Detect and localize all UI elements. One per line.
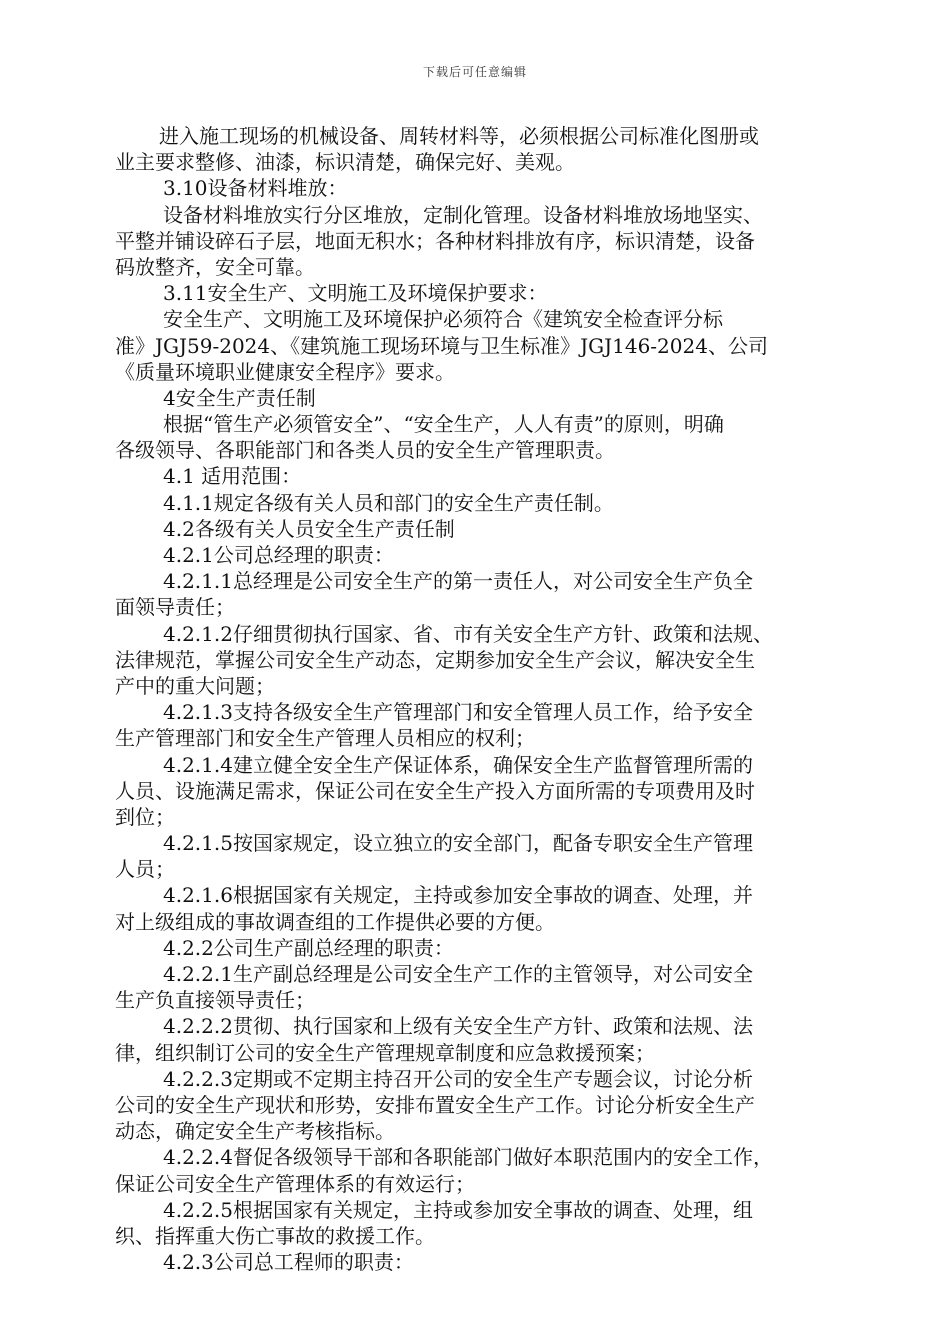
text-line: 平整并铺设碎石子层，地面无积水；各种材料排放有序，标识清楚，设备 bbox=[115, 228, 755, 253]
text-line: 人员、设施满足需求，保证公司在安全生产投入方面所需的专项费用及时 bbox=[115, 778, 755, 803]
text-line: 4.2.1.4建立健全安全生产保证体系，确保安全生产监督管理所需的 bbox=[163, 752, 753, 777]
text-line: 4.2.2.2贯彻、执行国家和上级有关安全生产方针、政策和法规、法 bbox=[163, 1014, 753, 1039]
text-line: 各级领导、各职能部门和各类人员的安全生产管理职责。 bbox=[115, 438, 615, 463]
text-line: 人员； bbox=[115, 857, 175, 882]
text-line: 律，组织制订公司的安全生产管理规章制度和应急救援预案； bbox=[115, 1040, 655, 1065]
text-line: 4.2.1公司总经理的职责： bbox=[163, 543, 394, 567]
text-line: 生产负直接领导责任； bbox=[115, 988, 315, 1013]
text-line: 《质量环境职业健康安全程序》要求。 bbox=[115, 359, 455, 384]
text-line: 4.2.1.3支持各级安全生产管理部门和安全管理人员工作，给予安全 bbox=[163, 700, 753, 725]
text-line: 4.2.1.2仔细贯彻执行国家、省、市有关安全生产方针、政策和法规、 bbox=[163, 621, 773, 646]
text-line: 业主要求整修、油漆，标识清楚，确保完好、美观。 bbox=[115, 150, 575, 175]
text-line: 产中的重大问题； bbox=[115, 673, 275, 698]
document-body bbox=[115, 123, 840, 1275]
text-line: 设备材料堆放实行分区堆放，定制化管理。设备材料堆放场地坚实、 bbox=[163, 202, 763, 227]
text-line: 法律规范，掌握公司安全生产动态，定期参加安全生产会议，解决安全生 bbox=[115, 647, 755, 672]
text-line: 进入施工现场的机械设备、周转材料等，必须根据公司标准化图册或 bbox=[159, 124, 759, 148]
text-line: 4安全生产责任制 bbox=[163, 385, 316, 410]
text-line: 4.2.2.5根据国家有关规定，主持或参加安全事故的调查、处理，组 bbox=[163, 1197, 753, 1222]
text-line: 动态，确定安全生产考核指标。 bbox=[115, 1119, 395, 1144]
text-line: 面领导责任； bbox=[115, 595, 235, 620]
text-line: 4.2.2公司生产副总经理的职责： bbox=[163, 935, 454, 960]
text-line: 4.2.2.4督促各级领导干部和各职能部门做好本职范围内的安全工作， bbox=[163, 1145, 773, 1170]
text-line: 准》JGJ59-2024、《建筑施工现场环境与卫生标准》JGJ146-2024、公司 bbox=[115, 333, 768, 358]
text-line: 保证公司安全生产管理体系的有效运行； bbox=[115, 1171, 475, 1196]
text-line: 4.2.2.3定期或不定期主持召开公司的安全生产专题会议，讨论分析 bbox=[163, 1066, 753, 1091]
text-line: 4.1.1规定各级有关人员和部门的安全生产责任制。 bbox=[163, 490, 614, 515]
text-line: 3.11安全生产、文明施工及环境保护要求： bbox=[163, 281, 548, 306]
text-line: 到位； bbox=[115, 804, 175, 829]
text-line: 4.1 适用范围： bbox=[163, 464, 302, 489]
text-line: 4.2各级有关人员安全生产责任制 bbox=[163, 516, 455, 541]
text-line: 织、指挥重大伤亡事故的救援工作。 bbox=[115, 1223, 435, 1248]
page-header: 下载后可任意编辑 bbox=[422, 65, 527, 79]
text-line: 4.2.1.1总经理是公司安全生产的第一责任人，对公司安全生产负全 bbox=[163, 569, 753, 594]
text-line: 4.2.3公司总工程师的职责： bbox=[163, 1250, 414, 1275]
text-line: 公司的安全生产现状和形势，安排布置安全生产工作。讨论分析安全生产 bbox=[115, 1092, 755, 1117]
text-line: 对上级组成的事故调查组的工作提供必要的方便。 bbox=[115, 909, 555, 934]
text-line: 4.2.1.6根据国家有关规定，主持或参加安全事故的调查、处理，并 bbox=[163, 883, 753, 908]
text-line: 根据“管生产必须管安全”、“安全生产，人人有责”的原则，明确 bbox=[163, 412, 724, 437]
text-line: 4.2.1.5按国家规定，设立独立的安全部门，配备专职安全生产管理 bbox=[163, 831, 753, 856]
text-line: 安全生产、文明施工及环境保护必须符合《建筑安全检查评分标 bbox=[163, 307, 723, 332]
text-line: 4.2.2.1生产副总经理是公司安全生产工作的主管领导，对公司安全 bbox=[163, 962, 753, 986]
text-line: 生产管理部门和安全生产管理人员相应的权利； bbox=[115, 726, 535, 751]
text-line: 3.10设备材料堆放： bbox=[163, 176, 348, 201]
text-line: 码放整齐，安全可靠。 bbox=[115, 254, 315, 279]
